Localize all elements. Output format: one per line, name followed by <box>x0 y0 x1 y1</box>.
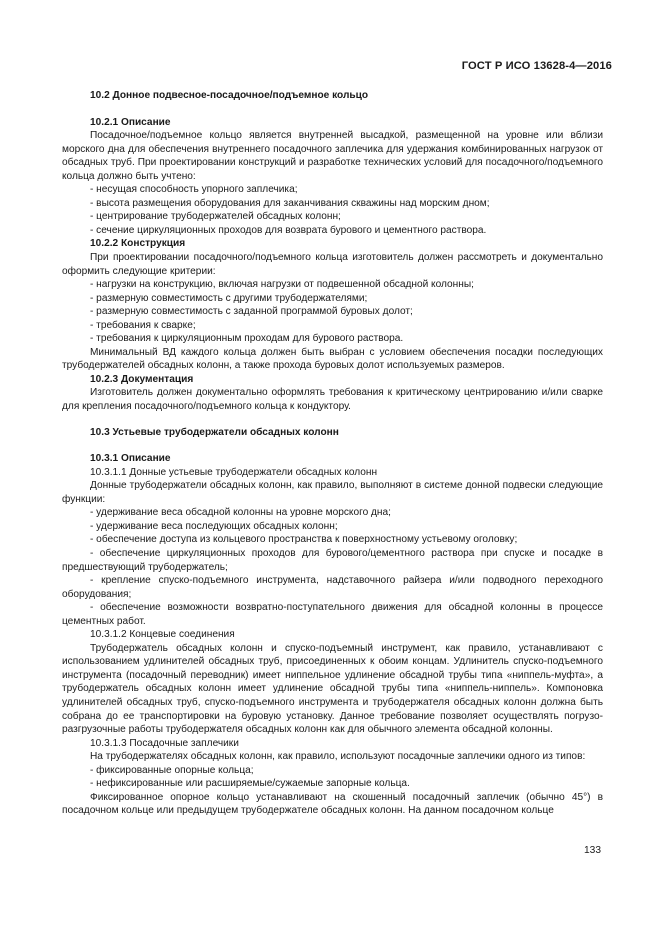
list-item: - обеспечение возможности возвратно-поступательного движения для обсадной колонны в процессе цементных работ. <box>62 602 603 627</box>
document-body <box>62 89 603 818</box>
list-item: - размерную совместимость с заданной программой буровых долот; <box>90 306 413 318</box>
list-item: - требования к сварке; <box>90 319 196 331</box>
document-header: ГОСТ Р ИСО 13628-4—2016 <box>461 60 612 72</box>
section-10-2-1-heading: 10.2.1 Описание <box>90 116 171 128</box>
list-item: - фиксированные опорные кольца; <box>90 764 254 776</box>
section-10-2-1-paragraph: Посадочное/подъемное кольцо является внутренней высадкой, размещенной на уровне или вблизи морского дна для обеспечения внутреннего посадочного заплечика для удержания комбинированных нагрузок от обсадных труб. При проектировании конструкций и разработке технических условий для посадочного/подъемного кольца должно быть учтено: <box>62 130 603 182</box>
section-10-2-3-heading: 10.2.3 Документация <box>90 373 194 385</box>
section-10-2-2-paragraph: При проектировании посадочного/подъемного кольца изготовитель должен рассмотреть и документально оформить следующие критерии: <box>62 252 603 277</box>
subsection-10-3-1-1-title: 10.3.1.1 Донные устьевые трубодержатели обсадных колонн <box>90 466 378 478</box>
list-item: - сечение циркуляционных проходов для возврата бурового и цементного раствора. <box>90 224 487 236</box>
list-item: - размерную совместимость с другими трубодержателями; <box>90 292 368 304</box>
list-item: - нагрузки на конструкцию, включая нагрузки от подвешенной обсадной колонны; <box>90 279 474 291</box>
section-10-3-heading: 10.3 Устьевые трубодержатели обсадных колонн <box>90 426 339 438</box>
subsection-10-3-1-3-paragraph-2: Фиксированное опорное кольцо устанавливают на скошенный посадочный заплечик (обычно 45°) в посадочном кольце или предыдущем трубодержателе обсадных колонн. На данном посадочном кольце <box>62 791 603 817</box>
list-item: - удерживание веса обсадной колонны на уровне морского дна; <box>90 507 391 519</box>
list-item: - центрирование трубодержателей обсадных колонн; <box>90 211 341 223</box>
section-10-2-3-paragraph: Изготовитель должен документально оформлять требования к критическому центрированию и/или сварке для крепления посадочного/подъемного кольца к кондуктору. <box>62 387 603 413</box>
list-item: - несущая способность упорного заплечика; <box>90 184 298 196</box>
subsection-10-3-1-3-title: 10.3.1.3 Посадочные заплечики <box>90 737 239 749</box>
section-10-2-heading: 10.2 Донное подвесное-посадочное/подъемное кольцо <box>90 90 369 101</box>
page-number: 133 <box>584 845 601 856</box>
list-item: - обеспечение циркуляционных проходов для бурового/цементного раствора при спуске и посадке в предшествующий трубодержатель; <box>62 547 603 573</box>
list-item: - нефиксированные или расширяемые/сужаемые запорные кольца. <box>90 778 410 790</box>
list-item: - обеспечение доступа из кольцевого пространства к поверхностному устьевому оголовку; <box>90 534 518 546</box>
section-10-2-2-paragraph-2: Минимальный ВД каждого кольца должен быть выбран с условием обеспечения посадки последующих трубодержателей обсадных колонн, а также прохода буровых долот используемых размеров. <box>62 346 603 372</box>
list-item: - требования к циркуляционным проходам для бурового раствора. <box>90 333 404 345</box>
list-item: - высота размещения оборудования для заканчивания скважины над морским дном; <box>90 197 490 209</box>
section-10-3-1-heading: 10.3.1 Описание <box>90 453 171 465</box>
list-item: - удерживание веса последующих обсадных колонн; <box>90 520 338 532</box>
subsection-10-3-1-3-paragraph: На трубодержателях обсадных колонн, как правило, используют посадочные заплечики одного из типов: <box>90 751 586 763</box>
subsection-10-3-1-2-paragraph: Трубодержатель обсадных колонн и спуско-подъемный инструмент, как правило, устанавливают с использованием удлинителей обсадных труб, присоединенных к обоим концам. Удлинитель спуско-подъемного инструмента (посадочный переводник) имеет ниппельное удлинение обсадной трубы типа «ниппель-муфта», а трубодержатель обсадных колонн имеет удлинение обсадной трубы типа «ниппель-ниппель». Компоновка удлинителей обсадных труб, спуско-подъемного инструмента и трубодержателя обсадных колонн должна быть собрана до ее транспортировки на буровую установку. Данное требование позволяет осуществлять погрузо-разгрузочные работы трубодержателя обсадных колонн как для обычного элемента обсадной колонны. <box>62 642 603 736</box>
section-10-2-2-heading: 10.2.2 Конструкция <box>90 238 186 250</box>
subsection-10-3-1-2-title: 10.3.1.2 Концевые соединения <box>90 629 235 641</box>
subsection-10-3-1-1-paragraph: Донные трубодержатели обсадных колонн, как правило, выполняют в системе донной подвески следующие функции: <box>62 480 603 505</box>
list-item: - крепление спуско-подъемного инструмента, надставочного райзера и/или подводного переходного оборудования; <box>62 575 603 600</box>
